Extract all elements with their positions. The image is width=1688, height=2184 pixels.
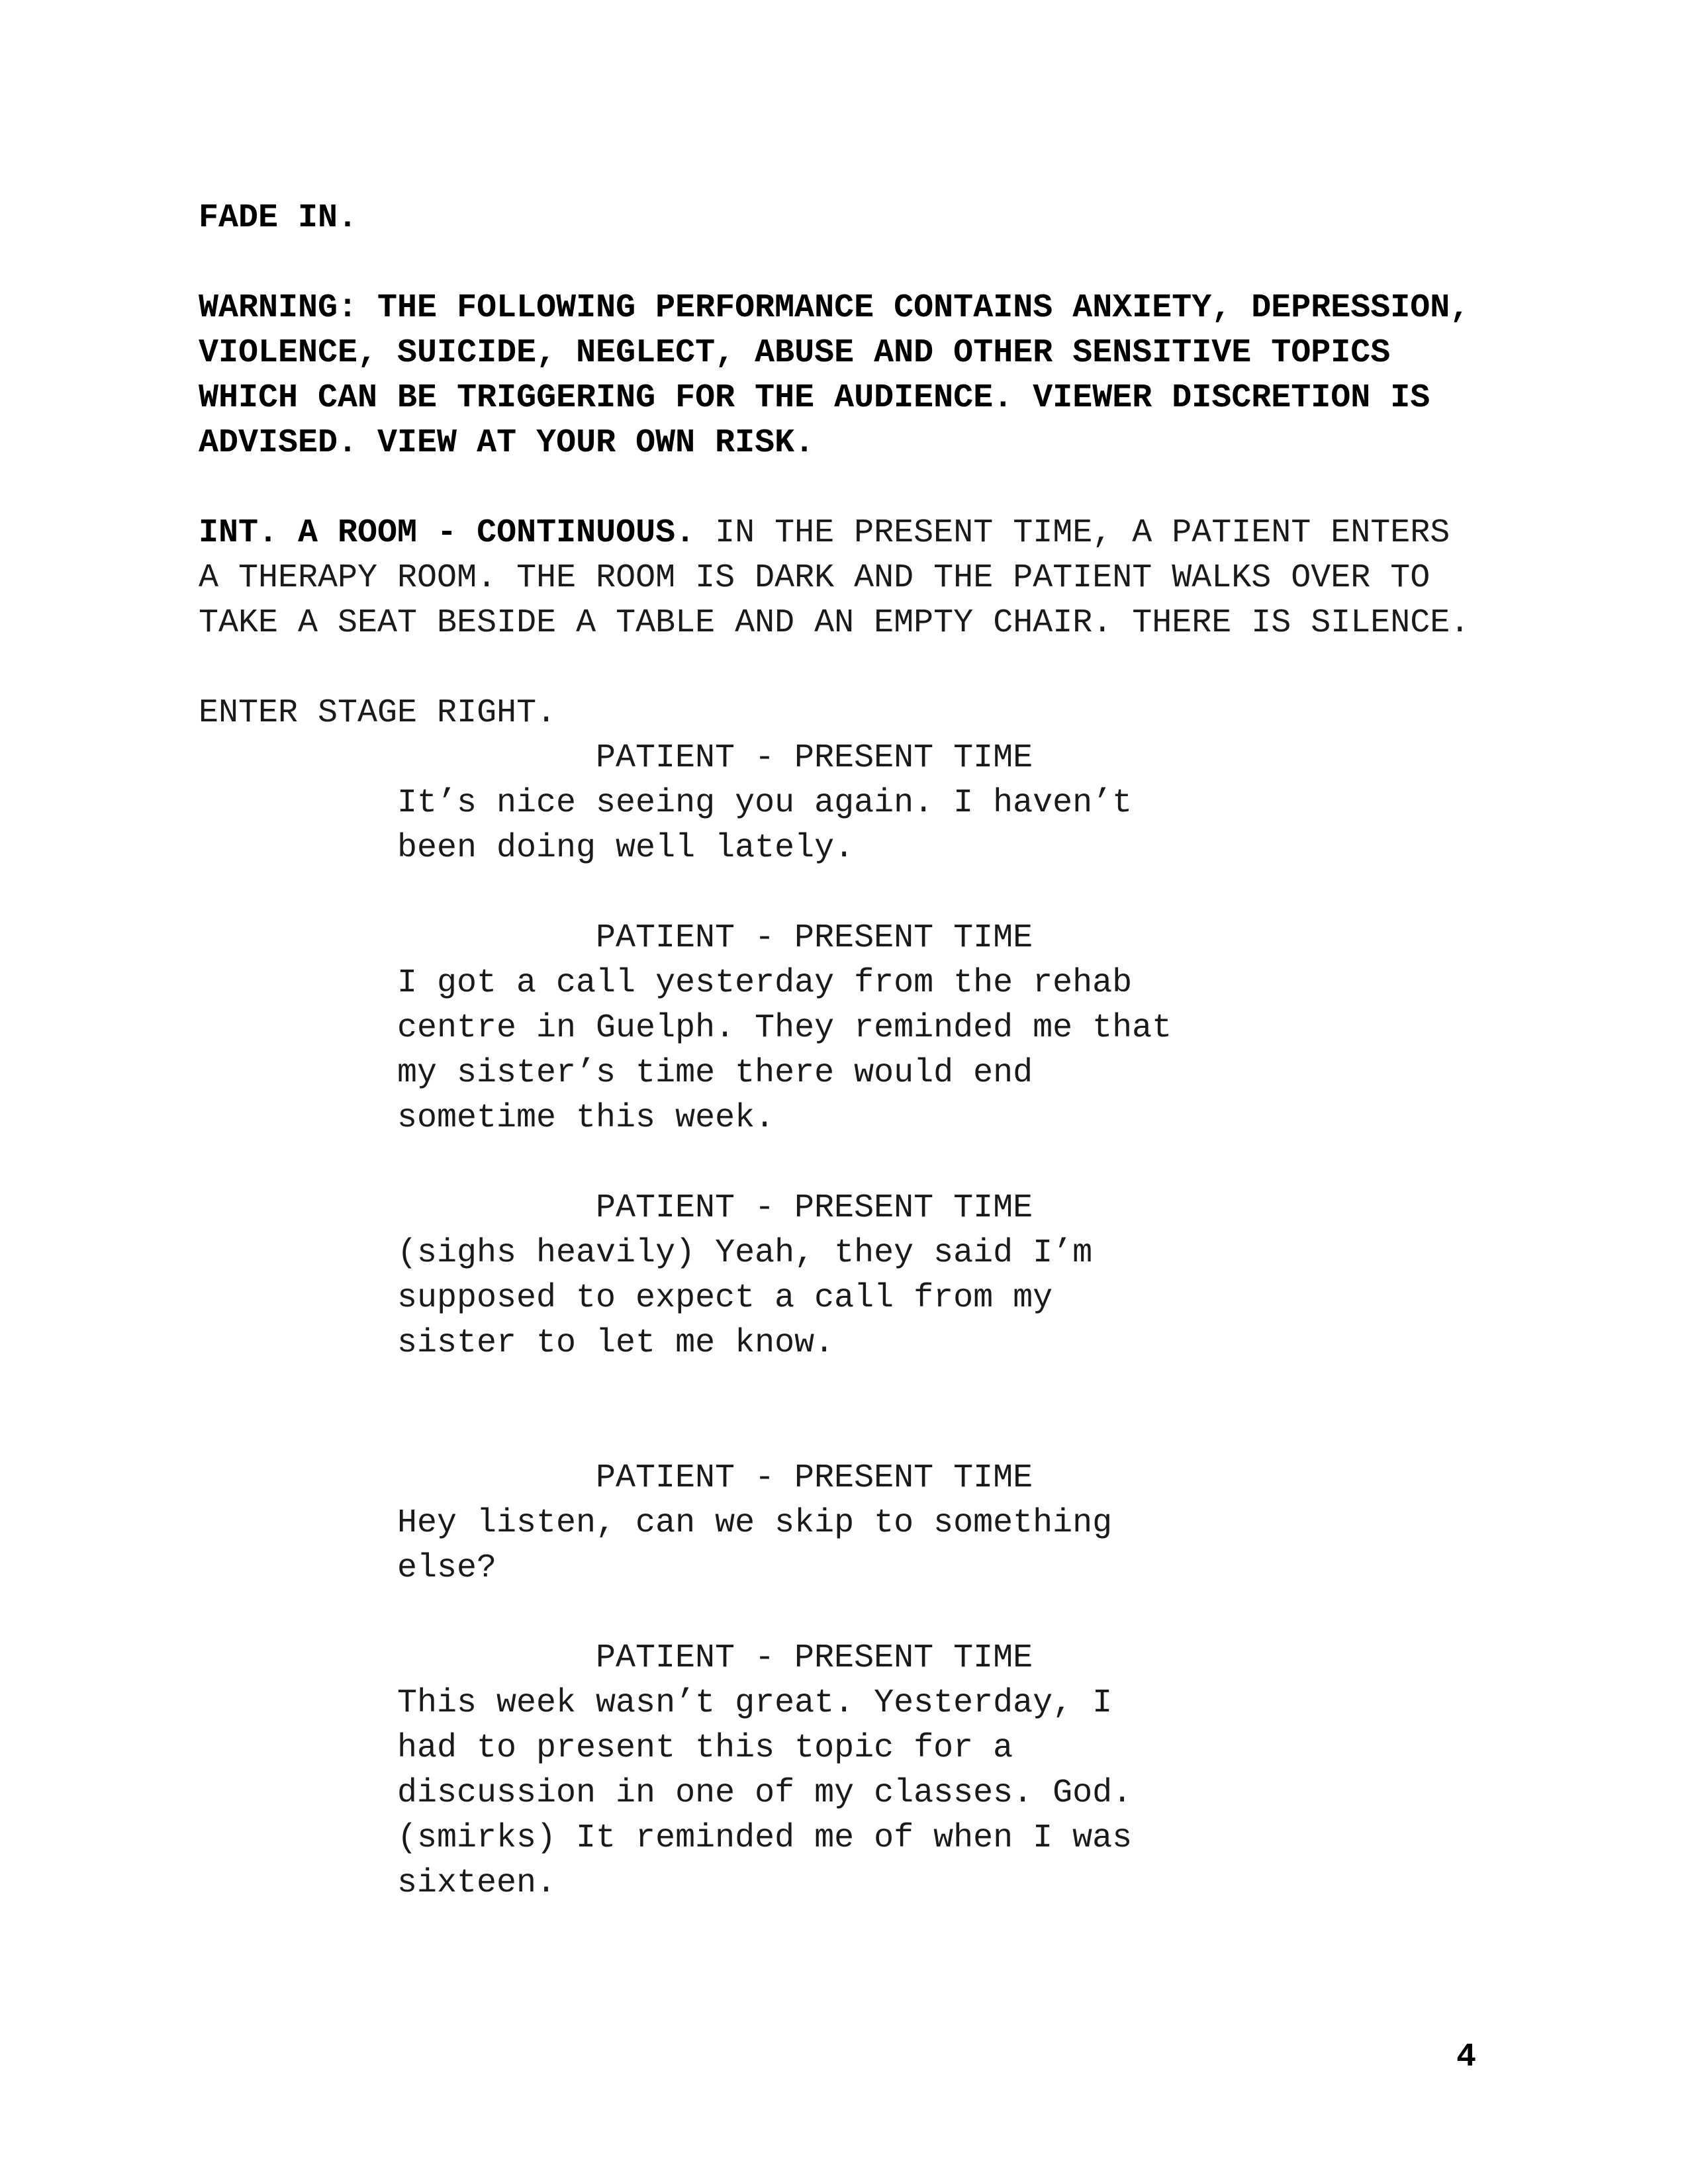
scene-heading-line <box>199 511 1450 556</box>
dialogue-line: had to present this topic for a <box>397 1729 1013 1767</box>
dialogue-line: It’s nice seeing you again. I haven’t <box>397 784 1133 822</box>
character-cue: PATIENT - PRESENT TIME <box>596 1459 1033 1497</box>
dialogue-line: sometime this week. <box>397 1099 775 1137</box>
dialogue-line: I got a call yesterday from the rehab <box>397 964 1133 1002</box>
character-cue: PATIENT - PRESENT TIME <box>596 1639 1033 1677</box>
fade-in-transition: FADE IN. <box>199 199 358 237</box>
character-cue: PATIENT - PRESENT TIME <box>596 1189 1033 1227</box>
warning-line: VIOLENCE, SUICIDE, NEGLECT, ABUSE AND OTHER SENSITIVE TOPICS <box>199 334 1391 372</box>
dialogue-line: (sighs heavily) Yeah, they said I’m <box>397 1234 1093 1272</box>
dialogue-line: This week wasn’t great. Yesterday, I <box>397 1684 1113 1722</box>
page-number: 4 <box>1456 2038 1477 2076</box>
dialogue-line: sister to let me know. <box>397 1324 835 1362</box>
warning-line: ADVISED. VIEW AT YOUR OWN RISK. <box>199 424 815 462</box>
warning-line: WHICH CAN BE TRIGGERING FOR THE AUDIENCE. VIEWER DISCRETION IS <box>199 379 1430 417</box>
dialogue-line: (smirks) It reminded me of when I was <box>397 1819 1133 1857</box>
dialogue-line: supposed to expect a call from my <box>397 1279 1053 1317</box>
scene-action-line: TAKE A SEAT BESIDE A TABLE AND AN EMPTY CHAIR. THERE IS SILENCE. <box>199 604 1470 642</box>
warning-line: WARNING: THE FOLLOWING PERFORMANCE CONTAINS ANXIETY, DEPRESSION, <box>199 289 1470 327</box>
dialogue-line: centre in Guelph. They reminded me that <box>397 1009 1172 1047</box>
character-cue: PATIENT - PRESENT TIME <box>596 919 1033 957</box>
character-cue: PATIENT - PRESENT TIME <box>596 739 1033 777</box>
stage-direction: ENTER STAGE RIGHT. <box>199 694 557 732</box>
dialogue-line: else? <box>397 1549 497 1587</box>
scene-slugline: INT. A ROOM - CONTINUOUS. <box>199 514 696 552</box>
scene-action-text: IN THE PRESENT TIME, A PATIENT ENTERS <box>695 514 1450 552</box>
dialogue-line: Hey listen, can we skip to something <box>397 1504 1113 1542</box>
scene-action-line: A THERAPY ROOM. THE ROOM IS DARK AND THE PATIENT WALKS OVER TO <box>199 559 1430 597</box>
dialogue-line: been doing well lately. <box>397 829 855 867</box>
dialogue-line: discussion in one of my classes. God. <box>397 1774 1133 1812</box>
dialogue-line: sixteen. <box>397 1864 557 1902</box>
dialogue-line: my sister’s time there would end <box>397 1054 1033 1092</box>
